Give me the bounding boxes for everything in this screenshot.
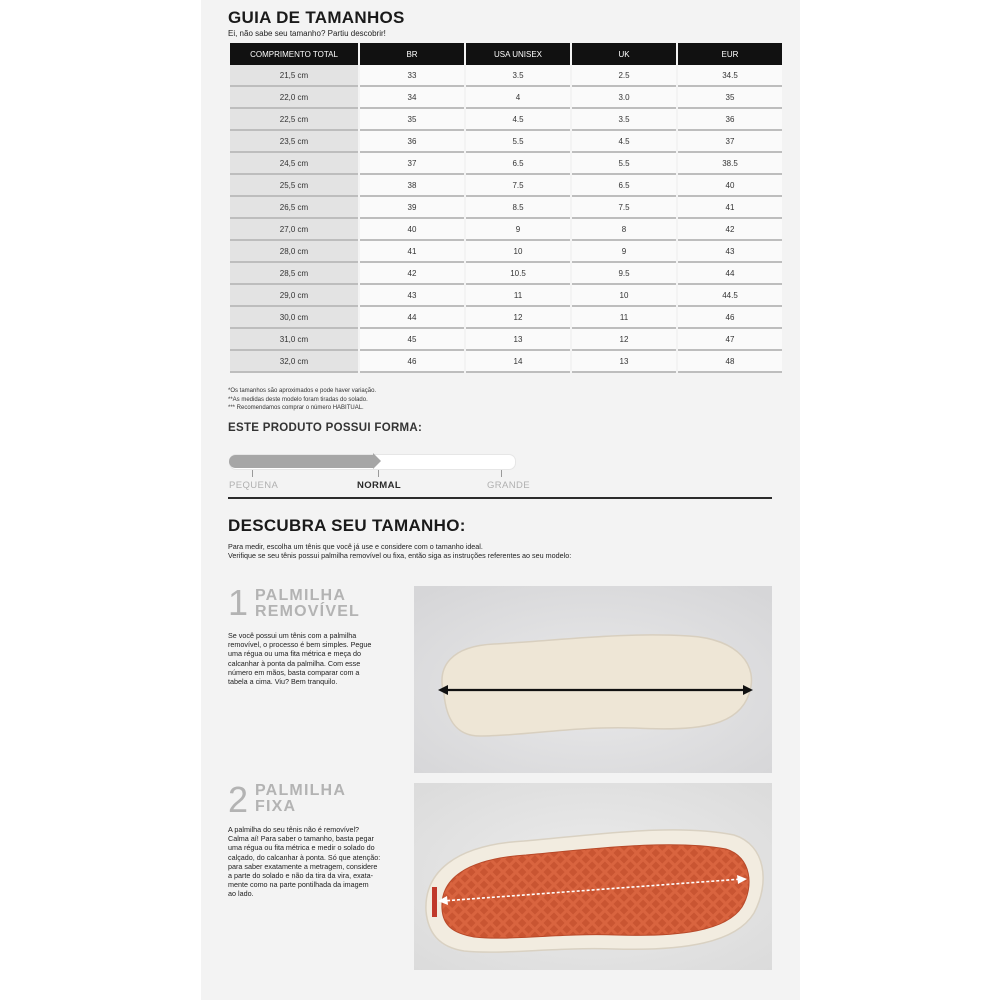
size-cell: 44.5 (678, 285, 782, 307)
fit-tick-normal (378, 470, 379, 477)
step-text-line: tabela a cima. Viu? Bem tranquilo. (228, 677, 338, 687)
page-title: GUIA DE TAMANHOS (228, 8, 405, 27)
length-cell: 28,0 cm (230, 241, 358, 263)
size-cell: 39 (360, 197, 464, 219)
fit-tick-grande (501, 470, 502, 477)
removable-insole-photo (414, 586, 772, 773)
fit-title: ESTE PRODUTO POSSUI FORMA: (228, 422, 423, 434)
size-cell: 6.5 (466, 153, 570, 175)
length-cell: 27,0 cm (230, 219, 358, 241)
length-cell: 31,0 cm (230, 329, 358, 351)
size-cell: 10 (572, 285, 676, 307)
length-cell: 22,0 cm (230, 87, 358, 109)
page-subtitle: Ei, não sabe seu tamanho? Partiu descobrir! (228, 29, 386, 38)
size-cell: 36 (678, 109, 782, 131)
fit-label-grande: GRANDE (487, 480, 531, 491)
size-cell: 4 (466, 87, 570, 109)
size-cell: 33 (360, 65, 464, 87)
size-cell: 7.5 (572, 197, 676, 219)
size-cell: 2.5 (572, 65, 676, 87)
table-row (230, 131, 782, 153)
step-text-line: removível, o processo é bem simples. Pegue (228, 640, 372, 650)
size-cell: 8 (572, 219, 676, 241)
size-cell: 43 (678, 241, 782, 263)
fixed-insole-sole-photo (414, 783, 772, 970)
size-cell: 10.5 (466, 263, 570, 285)
table-row (230, 329, 782, 351)
size-cell: 38 (360, 175, 464, 197)
step-title-line1: PALMILHA (255, 782, 347, 799)
size-cell: 40 (678, 175, 782, 197)
length-cell: 30,0 cm (230, 307, 358, 329)
size-cell: 4.5 (466, 109, 570, 131)
step-text-line: uma régua ou fita métrica e medir o solado do (228, 843, 375, 853)
step-text-line: A palmilha do seu tênis não é removível? (228, 825, 360, 834)
size-cell: 43 (360, 285, 464, 307)
size-cell: 38.5 (678, 153, 782, 175)
discover-title: DESCUBRA SEU TAMANHO: (228, 516, 466, 535)
length-cell: 24,5 cm (230, 153, 358, 175)
step-text-line: Calma aí! Para saber o tamanho, basta pegar (228, 834, 374, 844)
size-cell: 12 (466, 307, 570, 329)
length-cell: 26,5 cm (230, 197, 358, 219)
step-description (228, 825, 400, 899)
discover-intro-line: Para medir, escolha um tênis que você já use e considere com o tamanho ideal. (228, 542, 483, 551)
step-title-line1: PALMILHA (255, 587, 347, 604)
note: *** Recomendamos comprar o número HABITUAL. (228, 405, 364, 412)
step-number: 1 (228, 582, 249, 623)
size-cell: 42 (360, 263, 464, 285)
fit-label-normal: NORMAL (357, 480, 402, 491)
size-cell: 11 (466, 285, 570, 307)
section-divider (228, 497, 772, 499)
note: *Os tamanhos são aproximados e pode haver variação. (228, 388, 377, 394)
size-cell: 6.5 (572, 175, 676, 197)
size-cell: 42 (678, 219, 782, 241)
size-notes (228, 387, 376, 413)
size-table-body (230, 65, 782, 373)
length-cell: 25,5 cm (230, 175, 358, 197)
fit-scale-arrow-icon (373, 453, 381, 469)
step-text-line: Se você possui um tênis com a palmilha (228, 631, 357, 640)
header-length: COMPRIMENTO TOTAL (230, 43, 358, 65)
table-row (230, 109, 782, 131)
length-cell: 32,0 cm (230, 351, 358, 373)
step-description (228, 631, 400, 686)
size-cell: 44 (678, 263, 782, 285)
table-row (230, 65, 782, 87)
size-cell: 37 (678, 131, 782, 153)
size-cell: 3.5 (466, 65, 570, 87)
size-cell: 5.5 (572, 153, 676, 175)
table-row (230, 219, 782, 241)
size-cell: 13 (572, 351, 676, 373)
note: **As medidas deste modelo foram tiradas do solado. (228, 396, 368, 403)
size-cell: 4.5 (572, 131, 676, 153)
size-cell: 11 (572, 307, 676, 329)
size-cell: 46 (360, 351, 464, 373)
size-cell: 34 (360, 87, 464, 109)
size-table-header (230, 43, 782, 65)
header-usa: USA UNISEX (466, 43, 570, 65)
header-br: BR (360, 43, 464, 65)
size-cell: 7.5 (466, 175, 570, 197)
step-title-line2: REMOVÍVEL (255, 603, 361, 620)
size-table (228, 43, 784, 373)
size-cell: 46 (678, 307, 782, 329)
size-cell: 41 (678, 197, 782, 219)
length-cell: 29,0 cm (230, 285, 358, 307)
insole-shape (442, 635, 751, 736)
table-row (230, 153, 782, 175)
fit-tick-pequena (252, 470, 253, 477)
table-row (230, 197, 782, 219)
step-number: 2 (228, 779, 249, 820)
table-row (230, 307, 782, 329)
size-cell: 44 (360, 307, 464, 329)
header-uk: UK (572, 43, 676, 65)
heel-tab (432, 887, 437, 917)
size-cell: 35 (678, 87, 782, 109)
length-cell: 22,5 cm (230, 109, 358, 131)
length-cell: 28,5 cm (230, 263, 358, 285)
table-row (230, 87, 782, 109)
step-text-line: calcanhar à ponta da palmilha. Com esse (228, 658, 361, 668)
step-text-line: ao lado. (228, 889, 254, 899)
size-cell: 8.5 (466, 197, 570, 219)
fit-label-pequena: PEQUENA (229, 480, 279, 491)
size-cell: 45 (360, 329, 464, 351)
table-row (230, 351, 782, 373)
table-row (230, 263, 782, 285)
size-cell: 12 (572, 329, 676, 351)
size-cell: 5.5 (466, 131, 570, 153)
step-text-line: número em mãos, basta comparar com a (228, 667, 360, 677)
table-row (230, 285, 782, 307)
step-text-line: uma régua ou uma fita métrica e meça do (228, 649, 362, 659)
size-cell: 14 (466, 351, 570, 373)
size-cell: 34.5 (678, 65, 782, 87)
fit-scale-fill (229, 455, 373, 468)
size-cell: 13 (466, 329, 570, 351)
size-cell: 3.0 (572, 87, 676, 109)
discover-intro (228, 542, 788, 560)
size-cell: 3.5 (572, 109, 676, 131)
size-guide-page (201, 0, 800, 1000)
length-cell: 21,5 cm (230, 65, 358, 87)
size-cell: 9 (466, 219, 570, 241)
step-text-line: a parte do solado e não da tira da vira, exata- (228, 871, 374, 881)
step-text-line: para saber exatamente a metragem, considere (228, 861, 378, 871)
header-eur: EUR (678, 43, 782, 65)
size-cell: 36 (360, 131, 464, 153)
size-cell: 35 (360, 109, 464, 131)
step-text-line: calçado, do calcanhar à ponta. Só que atenção: (228, 852, 381, 862)
discover-intro-line: Verifique se seu tênis possui palmilha removível ou fixa, então siga as instruções referentes ao seu modelo: (228, 551, 572, 560)
size-cell: 40 (360, 219, 464, 241)
size-cell: 9 (572, 241, 676, 263)
size-cell: 37 (360, 153, 464, 175)
size-cell: 48 (678, 351, 782, 373)
length-cell: 23,5 cm (230, 131, 358, 153)
size-cell: 9.5 (572, 263, 676, 285)
step-text-line: mente como na parte pontilhada da imagem (228, 880, 369, 890)
size-cell: 10 (466, 241, 570, 263)
step-title-line2: FIXA (255, 798, 297, 815)
table-row (230, 175, 782, 197)
table-row (230, 241, 782, 263)
size-cell: 47 (678, 329, 782, 351)
size-cell: 41 (360, 241, 464, 263)
